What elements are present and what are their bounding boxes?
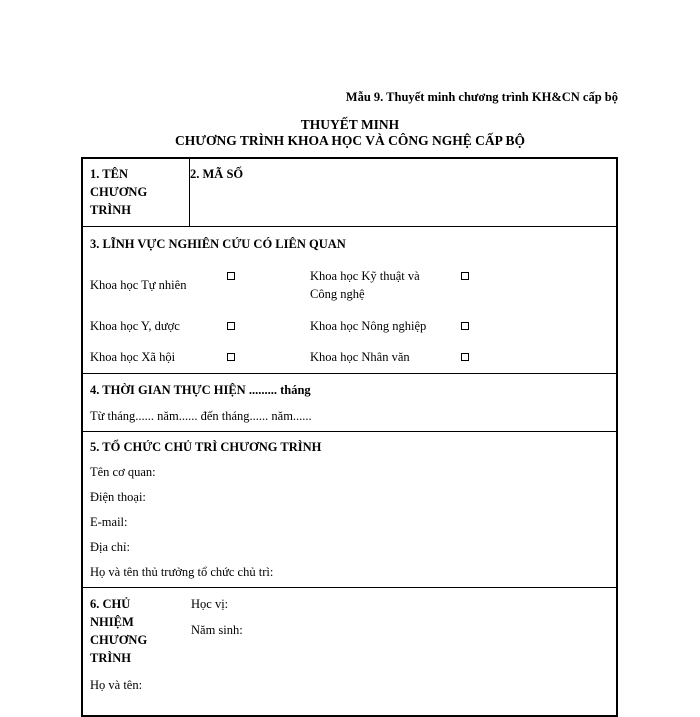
document-subtitle: CHƯƠNG TRÌNH KHOA HỌC VÀ CÔNG NGHỆ CẤP BỘ <box>174 133 526 148</box>
row-divider-3 <box>83 431 616 432</box>
section3-label: 3. LĨNH VỰC NGHIÊN CỨU CÓ LIÊN QUAN <box>90 237 346 251</box>
field-engineering-checkbox[interactable] <box>461 272 469 280</box>
field-social-sciences-label: Khoa học Xã hội <box>90 350 176 364</box>
field-agriculture-checkbox[interactable] <box>461 322 469 330</box>
form-code: Mẫu 9. Thuyết minh chương trình KH&CN cấp bộ <box>345 90 618 104</box>
proposal-form-table <box>81 157 618 717</box>
field-medical-label: Khoa học Y, dược <box>90 319 180 333</box>
section5-email: E-mail: <box>90 515 128 529</box>
section1-label-line2: CHƯƠNG <box>90 185 148 199</box>
section5-label: 5. TỔ CHỨC CHỦ TRÌ CHƯƠNG TRÌNH <box>90 440 322 454</box>
section6-full-name: Họ và tên: <box>90 678 143 692</box>
section2-label: 2. MÃ SỐ <box>190 167 244 181</box>
row-divider-2 <box>83 373 616 374</box>
section4-duration: ......... tháng <box>245 383 311 397</box>
section4-period: Từ tháng...... năm...... đến tháng...... năm...... <box>90 409 312 423</box>
section6-label-line1: 6. CHỦ <box>90 597 131 611</box>
section6-label-line3: CHƯƠNG <box>90 633 148 647</box>
section6-degree: Học vị: <box>191 597 229 611</box>
row-divider-1 <box>83 226 616 227</box>
section4-label: 4. THỜI GIAN THỰC HIỆN ......... tháng <box>90 383 311 397</box>
row-divider-4 <box>83 587 616 588</box>
section1-label-line1: 1. TÊN <box>90 167 128 181</box>
field-humanities-label: Khoa học Nhân văn <box>310 350 410 364</box>
section1-label-line3: TRÌNH <box>90 203 131 217</box>
field-social-sciences-checkbox[interactable] <box>227 353 235 361</box>
section5-address: Địa chỉ: <box>90 540 130 554</box>
section5-head-name: Họ và tên thủ trưởng tổ chức chủ trì: <box>90 565 274 579</box>
section6-birth-year: Năm sinh: <box>191 623 243 637</box>
field-natural-sciences-label: Khoa học Tự nhiên <box>90 278 187 292</box>
document-title: THUYẾT MINH <box>300 117 400 132</box>
field-agriculture-label: Khoa học Nông nghiệp <box>310 319 427 333</box>
section6-label-line2: NHIỆM <box>90 615 134 629</box>
section5-phone: Điện thoại: <box>90 490 146 504</box>
field-engineering-label-line1: Khoa học Kỹ thuật và <box>310 269 420 283</box>
section5-agency-name: Tên cơ quan: <box>90 465 156 479</box>
field-engineering-label-line2: Công nghệ <box>310 287 365 301</box>
field-medical-checkbox[interactable] <box>227 322 235 330</box>
field-natural-sciences-checkbox[interactable] <box>227 272 235 280</box>
section6-label-line4: TRÌNH <box>90 651 131 665</box>
field-humanities-checkbox[interactable] <box>461 353 469 361</box>
